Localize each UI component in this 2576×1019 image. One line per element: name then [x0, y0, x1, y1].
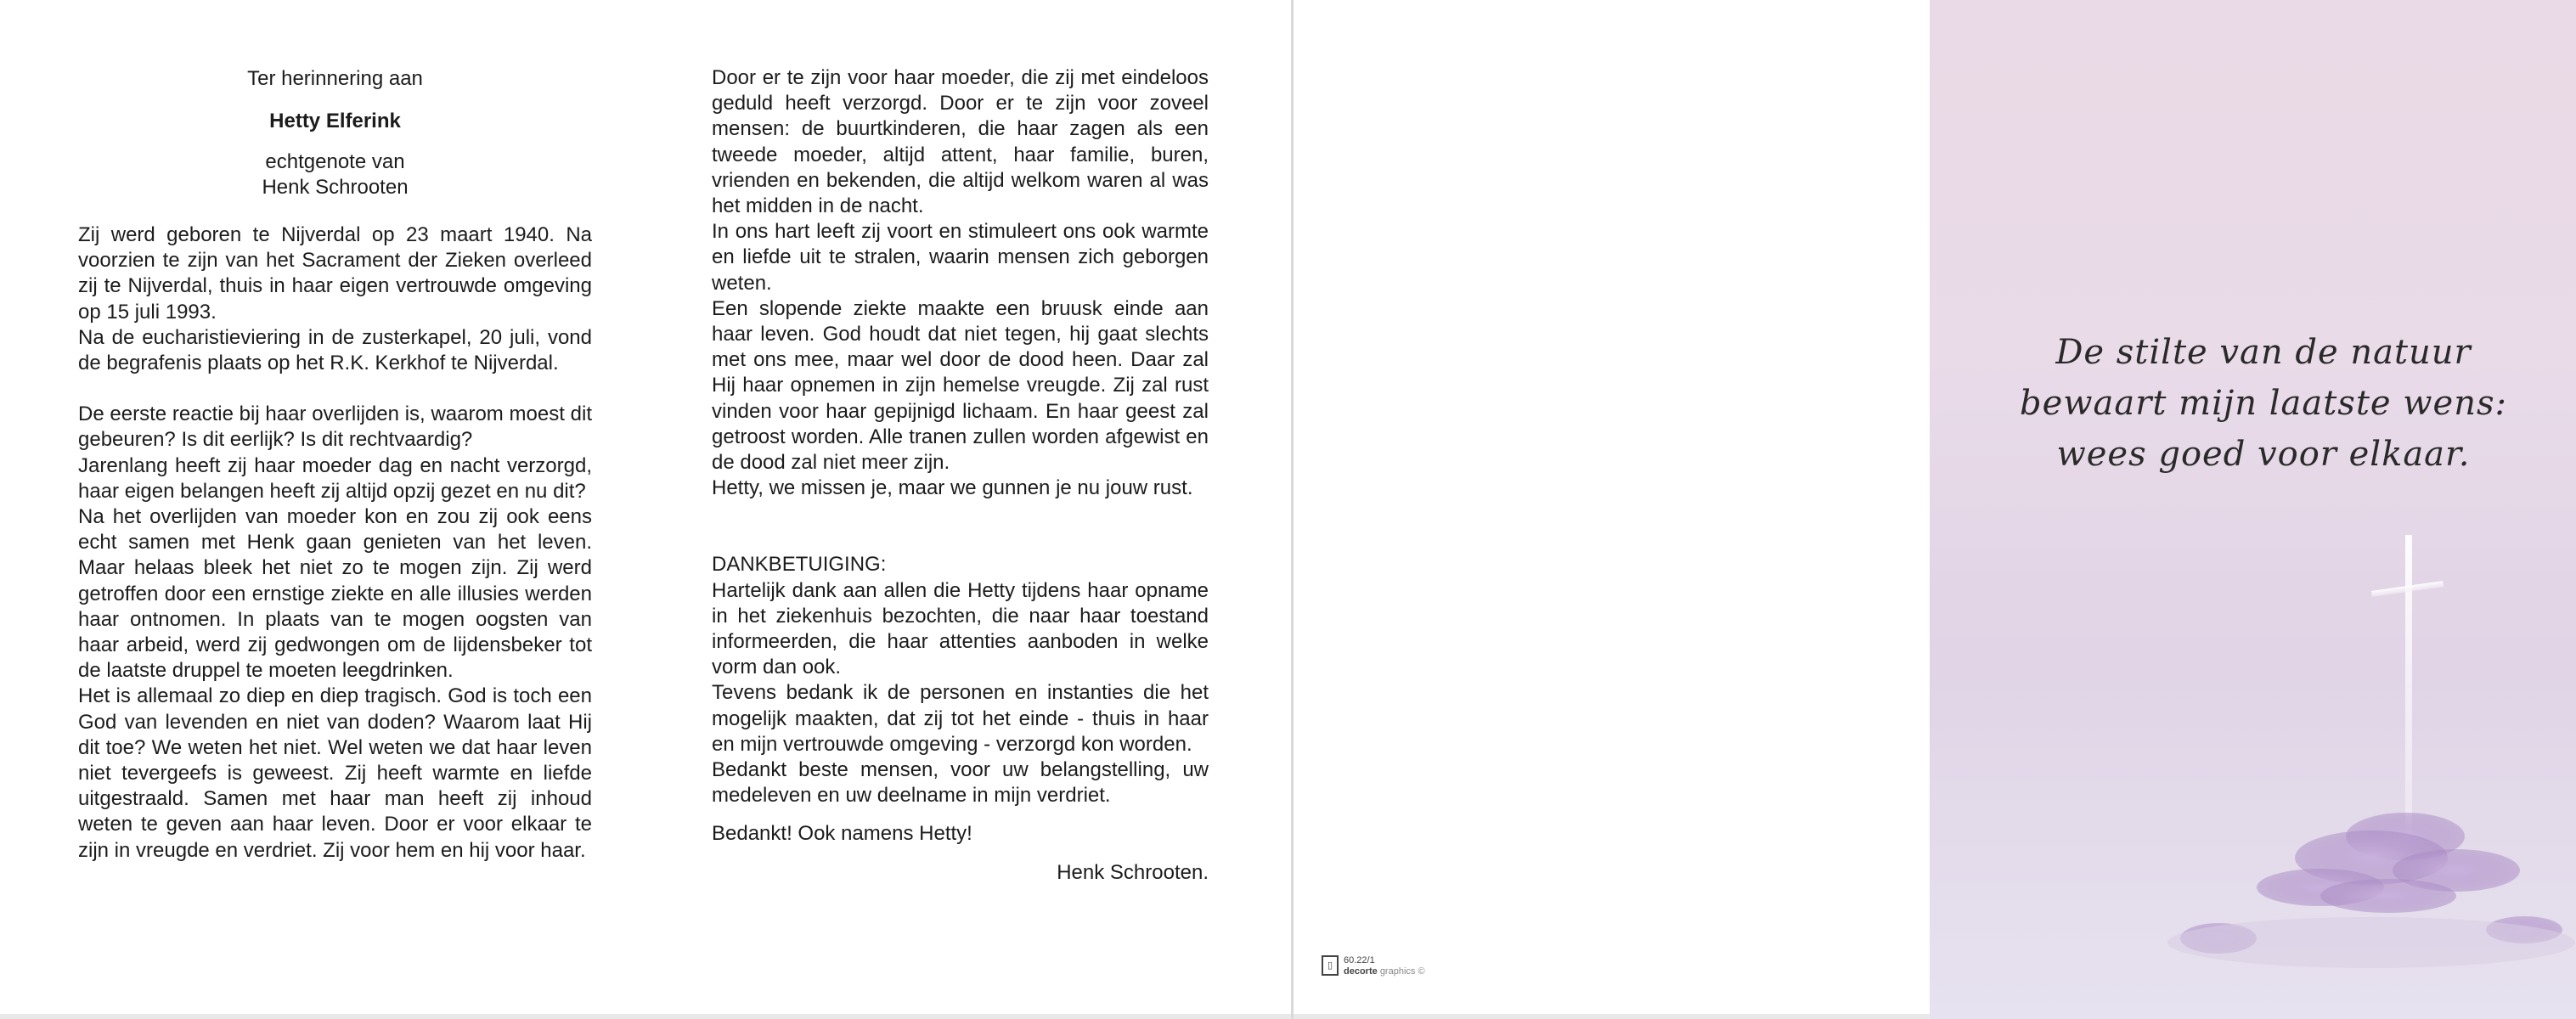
- bio-paragraph: Het is allemaal zo diep en diep tragisch. God is toch een God van levenden en niet van doden? Waarom laat Hij dit toe? We weten het niet. Wel weten we dat haar leven niet tevergeefs is geweest. Zij heeft warmte en liefde uitgestraald. Samen met haar man heeft zij inhoud weten te geven aan haar leven. Door er voor elkaar te zijn in vreugde en verdriet. Zij voor hem en hij voor haar.: [78, 684, 592, 862]
- publisher-logo-icon: ▯: [1322, 955, 1339, 976]
- memorial-heading: [78, 66, 592, 200]
- publisher-mark: [1322, 955, 1425, 977]
- card-front-cover: [1930, 0, 2576, 1019]
- bio-paragraph: Na het overlijden van moeder kon en zou zij ook eens echt samen met Henk gaan genieten van het leven. Maar helaas bleek het niet zo te mogen zijn. Zij werd getroffen door een ernstige ziekte en alle illusies werden haar ontnomen. In plaats van te mogen oogsten van haar arbeid, werd zij gedwongen om de lijdensbeker tot de laatste druppel te moeten leegdrinken.: [78, 505, 592, 683]
- publisher-suffix: graphics ©: [1379, 966, 1425, 977]
- card-edge: [645, 1014, 1291, 1019]
- cover-poem: [1970, 327, 2556, 480]
- reflection-paragraph: Hetty, we missen je, maar we gunnen je nu jouw rust.: [712, 476, 1193, 500]
- signature: Henk Schrooten.: [1057, 860, 1209, 884]
- poem-line: wees goed voor elkaar.: [2056, 435, 2471, 474]
- poem-line: De stilte van de natuur: [2055, 333, 2472, 372]
- bio-paragraph: Jarenlang heeft zij haar moeder dag en nacht verzorgd, haar eigen belangen heeft zij altijd opzij gezet en nu dit?: [78, 453, 592, 503]
- thanks-paragraph: Hartelijk dank aan allen die Hetty tijdens haar opname in het ziekenhuis bezochten, die naar haar toestand informeerden, die haar attenties aanboden in welke vorm dan ook.: [712, 578, 1209, 679]
- publisher-brand: decorte: [1344, 966, 1378, 977]
- bio-paragraph: Zij werd geboren te Nijverdal op 23 maart 1940. Na voorzien te zijn van het Sacrament der Zieken overleed zij te Nijverdal, thuis in haar eigen vertrouwde omgeving op 15 juli 1993.: [78, 223, 592, 324]
- thanks-closing: Bedankt! Ook namens Hetty!: [712, 822, 972, 846]
- paragraph-gap: [712, 847, 1209, 860]
- paragraph-gap: [78, 376, 592, 402]
- product-code: 60.22/1: [1344, 955, 1375, 966]
- paragraph-gap: [712, 808, 1209, 821]
- remembrance-line: Ter herinnering aan: [247, 67, 423, 90]
- spouse-relation: echtgenote van: [265, 150, 405, 173]
- reflection-paragraph: Door er te zijn voor haar moeder, die zij met eindeloos geduld heeft verzorgd. Door er te zijn voor zoveel mensen: de buurtkinderen, die haar zagen als een tweede moeder, altijd attent, haar familie, buren, vrienden en bekenden, die altijd welkom waren al was het midden in de nacht.: [712, 66, 1209, 218]
- reflection-paragraph: In ons hart leeft zij voort en stimuleert ons ook warmte en liefde uit te stralen, waarin mensen zich geborgen weten.: [712, 220, 1209, 295]
- card-edge: [0, 1014, 645, 1019]
- section-gap: [712, 501, 1209, 552]
- reflection-text: [712, 65, 1209, 886]
- bio-paragraph: De eerste reactie bij haar overlijden is, waarom moest dit gebeuren? Is dit eerlijk? Is dit rechtvaardig?: [78, 403, 592, 452]
- reflection-paragraph: Een slopende ziekte maakte een bruusk einde aan haar leven. God houdt dat niet tegen, hij gaat slechts met ons mee, maar wel door de dood heen. Daar zal Hij haar opnemen in zijn hemelse vreugde. Zij zal rust vinden voor haar gepijnigd lichaam. En haar geest zal getroost worden. Alle tranen zullen worden afgewist en de dood zal niet meer zijn.: [712, 296, 1209, 475]
- bio-paragraph: Na de eucharistieviering in de zusterkapel, 20 juli, vond de begrafenis plaats op het R.K. Kerkhof te Nijverdal.: [78, 325, 592, 375]
- card-edge: [1294, 1014, 1932, 1019]
- deceased-name: Hetty Elferink: [269, 110, 401, 132]
- biography-text: [78, 222, 592, 864]
- card-back: [1291, 0, 1932, 1019]
- thanks-paragraph: Bedankt beste mensen, voor uw belangstelling, uw medeleven en uw deelname in mijn verdriet.: [712, 758, 1209, 808]
- thanks-paragraph: Tevens bedank ik de personen en instanties die het mogelijk maakten, dat zij tot het einde - thuis in haar en mijn vertrouwde omgeving - verzorgd kon worden.: [712, 681, 1209, 756]
- spouse-name: Henk Schrooten: [262, 176, 409, 199]
- poem-line: bewaart mijn laatste wens:: [2020, 384, 2507, 423]
- thanks-heading: DANKBETUIGING:: [712, 553, 887, 577]
